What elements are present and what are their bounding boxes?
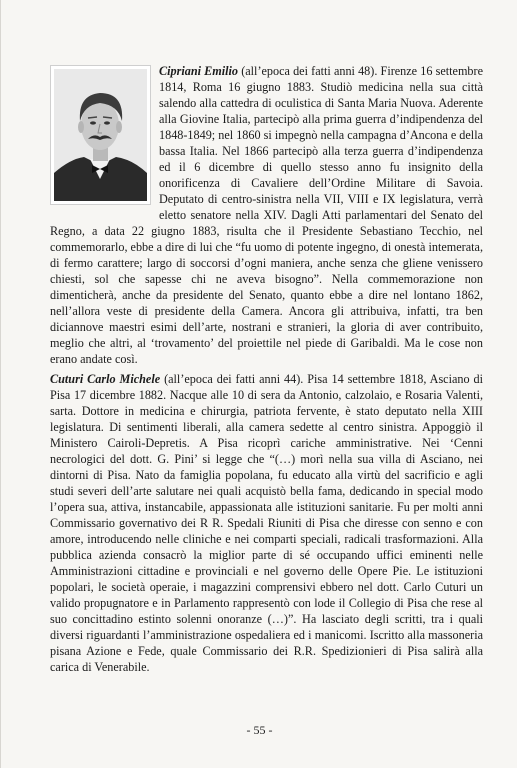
entry-cuturi [50, 371, 483, 675]
entry-body: (all’epoca dei fatti anni 44). Pisa 14 settembre 1818, Asciano di Pisa 17 dicembre 1882. Nacque alle 10 di sera da Antonio, calzolaio, e Rosaria Valenti, sarta. Dottore in medicina e chirurgia, patriota fervente, è stato deputato nella XIII legislatura. Di sentimenti liberali, alla camera sedette al centro sinistra. Appoggiò il Ministero Cairoli-Depretis. A Pisa ricoprì cariche amministrative. Nei ‘Cenni necrologici del dott. G. Pini’ si legge che “(…) morì nella sua villa di Asciano, nei dintorni di Pisa. Nato da famiglia popolana, fu educato alla virtù del sacrificio e agli studi severi dell’arte salutare nei quali acquistò bella fama, dedicando in special modo l’opera sua, attiva, instancabile, appassionata alle istituzioni sanitarie. Fu per molti anni Commissario governativo dei R R. Spedali Riuniti di Pisa che diresse con senno e con amore, introducendo nelle cliniche e nei comparti speciali, radicali trasformazioni. Alla pubblica azienda consacrò la miglior parte di sé occupando uffici eminenti nelle Amministrazioni cittadine e provinciali e nel governo delle Opere Pie. Le istituzioni popolari, le società operaie, i magazzini comprensivi ebbero nel dott. Carlo Cuturi un valido propugnatore e in Parlamento rappresentò con lode il Collegio di Pisa che rese al suo concittadino estinto solenni onoranze (…)”. Ha lasciato degli scritti, tra i quali diversi riguardanti l’amministrazione ospedaliera ed i manicomi. Iscritto alla massoneria pisana Azione e Fede, quale Commissario dei R.R. Spedizionieri di Pisa salirà alla carica di Venerabile. [50, 372, 483, 674]
entry-name: Cuturi Carlo Michele [50, 372, 161, 386]
entry-body: (all’epoca dei fatti anni 48). Firenze 16 settembre 1814, Roma 16 giugno 1883. Studiò medicina nella sua città salendo alla cattedra di oculistica di Santa Maria Nuova. Aderente alla Giovine Italia, partecipò alla prima guerra d’indipendenza del 1848-1849; nel 1860 si impegnò nella campagna d’Ancona e della bassa Italia. Nel 1866 partecipò alla terza guerra d’indipendenza ed il 6 dicembre di quello stesso anno fu insignito della onorificenza di Cavaliere dell’Ordine Militare di Savoia. Deputato di centro-sinistra nella VII, VIII e IX legislatura, verrà eletto senatore nella XIV. Dagli Atti parlamentari del Senato del Regno, a data 22 giugno 1883, risulta che il Presidente Sebastiano Tecchio, nel commemorarlo, ebbe a dire di lui che “fu uomo di potente ingegno, di onestà intemerata, di fermo carattere; largo di soccorsi d’ogni maniera, anche senza che gliene venissero chiesti, sol che sapesse chi ne aveva bisogno”. Nella commemorazione non dimenticherà, anche da presidente del Senato, quanto ebbe a dire nel lontano 1862, nell’allora veste di presidente della Camera. Ancora gli attribuiva, infatti, tra ben diciannove maestri esimi dell’arte, nostrani e stranieri, la gloria di aver contribuito, meglio che altri, al ‘trovamento’ del proiettile nel piede di Garibaldi. Ma le cose non erano andate così. [50, 64, 483, 366]
entry-name: Cipriani Emilio [159, 64, 239, 78]
page-number: - 55 - [246, 723, 273, 737]
portrait-photo [50, 65, 151, 205]
page-text [50, 63, 483, 675]
entry-cipriani [50, 63, 483, 367]
